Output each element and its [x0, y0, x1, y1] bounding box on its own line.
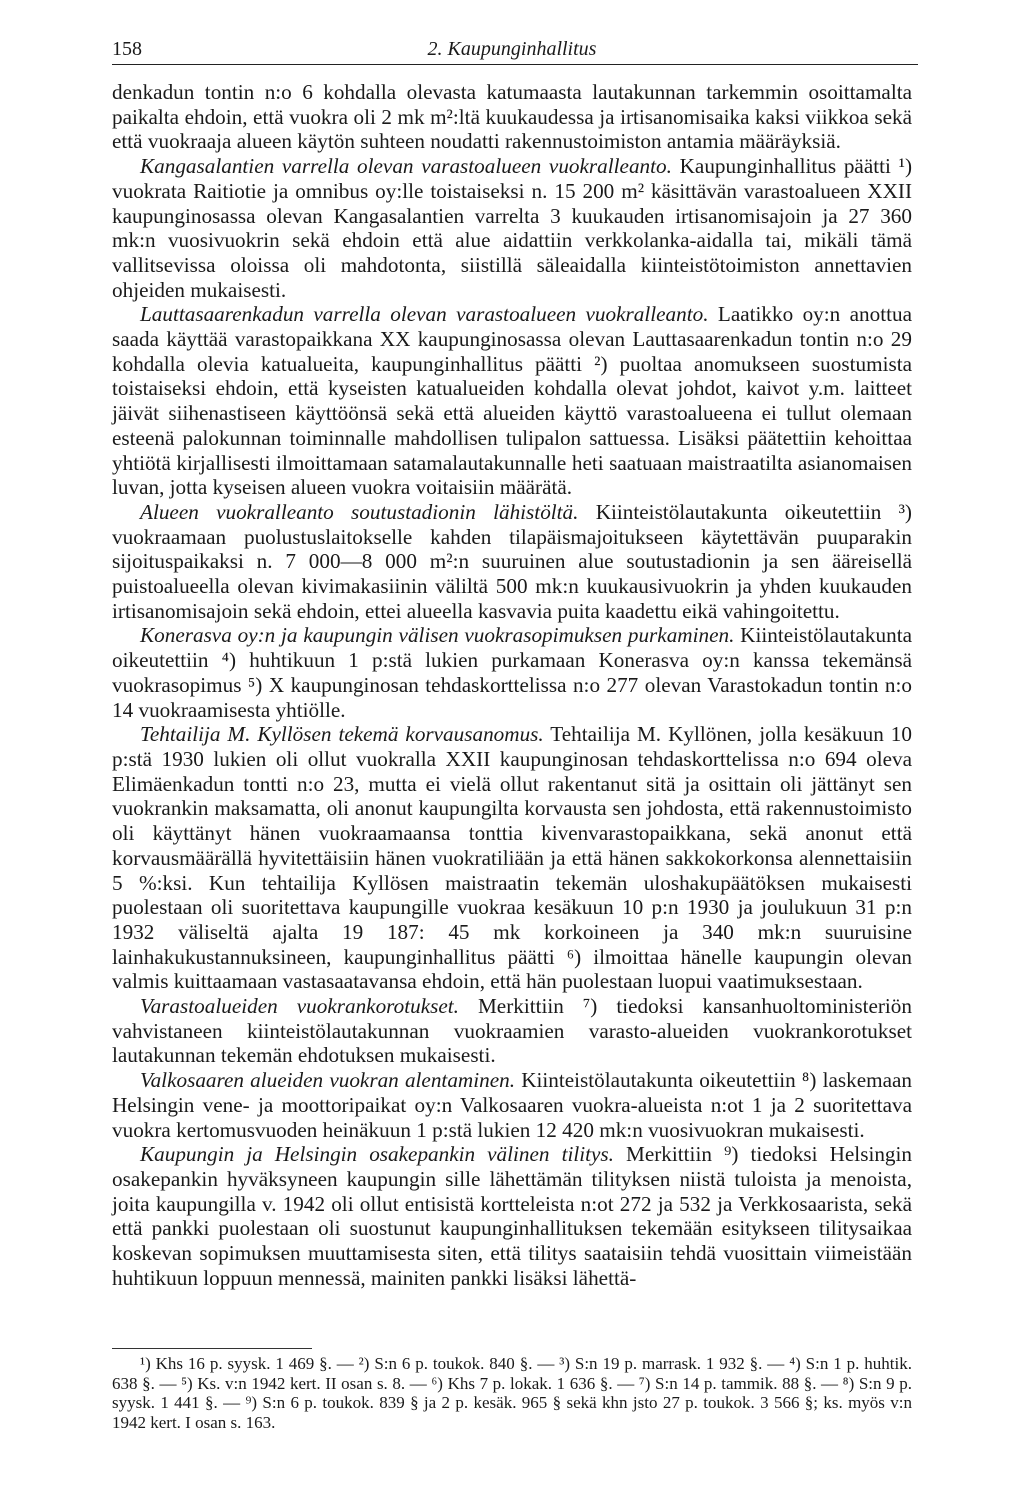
section-heading: Tehtailija M. Kyllösen tekemä korvausanomus.	[140, 722, 544, 747]
section-heading: Kaupungin ja Helsingin osakepankin välinen tilitys.	[140, 1142, 614, 1167]
paragraph	[112, 623, 912, 722]
footnote-text: ¹) Khs 16 p. syysk. 1 469 §. — ²) S:n 6 p. toukok. 840 §. — ³) S:n 19 p. marrask. 1 932 §. — ⁴) S:n 1 p. huhtik. 638 §. — ⁵) Ks. v:n 1942 kert. II osan s. 8. — ⁶) Khs 7 p. lokak. 1 636 §. — ⁷) S:n 14 p. tammik. 88 §. — ⁸) S:n 9 p. syysk. 1 441 §. — ⁹) S:n 6 p. toukok. 839 § ja 2 p. kesäk. 965 § sekä khn jsto 27 p. toukok. 3 566 §; ks. myös v:n 1942 kert. I osan s. 163.	[112, 1354, 912, 1432]
section-heading: Varastoalueiden vuokrankorotukset.	[140, 994, 459, 1019]
running-head: 2. Kaupunginhallitus	[427, 38, 597, 60]
header-rule	[112, 64, 918, 65]
paragraph-text: Kiinteistölautakunta oikeutettiin ³) vuokraamaan puolustuslaitokselle kahden tilapäismajoitukseen käytettävän puuparakin sijoituspaikaksi n. 7 000—8 000 m²:n suuruinen alue soutustadionin ja sen ääreisellä puistoalueella olevan kivimakasiinin väliltä 500 mk:n kuukausivuokrin ja yhden kuukauden irtisanomisajoin sekä ehdoin, ettei alueella kasvavia puita kaadettu eikä vahingoitettu.	[112, 499, 912, 623]
paragraph-text: Kaupunginhallitus päätti ¹) vuokrata Raitiotie ja omnibus oy:lle toistaiseksi n. 15 200 m² käsittävän varastoalueen XXII kaupunginosassa olevan Kangasalantien varrelta 3 kuukauden irtisanomisajoin ja 27 360 mk:n vuosivuokrin sekä ehdoin että alue aidattiin verkkolanka-aidalla tai, mikäli tämä vallitsevissa oloissa oli mahdotonta, siistillä säleaidalla kiinteistötoimiston annettavien ohjeiden mukaisesti.	[112, 154, 912, 302]
paragraph-text: Kiinteistölautakunta oikeutettiin ⁴) huhtikuun 1 p:stä lukien purkamaan Konerasva oy:n kanssa tekemänsä vuokrasopimus ⁵) X kaupunginosan tehdaskorttelissa n:o 277 olevan Varastokadun tontin n:o 14 vuokraamisesta yhtiölle.	[112, 623, 912, 722]
paragraph-text: Tehtailija M. Kyllönen, jolla kesäkuun 10 p:stä 1930 lukien oli ollut vuokralla XXII kaupunginosan tehdaskorttelissa n:o 694 oleva Elimäenkadun tontti n:o 23, mutta ei vielä ollut rakentanut sitä ja osittain oli jättänyt sen vuokrankin maksamatta, oli anonut kaupungilta korvausta sen johdosta, että rakennustoimisto oli käyttänyt hänen vuokraamaansa tonttia kivenvarastopaikkana, sekä anonut että korvausmäärällä hyvitettäisiin hänen vuokratiliään ja että hänen sakkokorkonsa alennettaisiin 5 %:ksi. Kun tehtailija Kyllösen maistraatin tekemän uloshakupäätöksen mukaisesti puolestaan oli suoritettava kaupungille vuokraa kesäkuun 10 p:n 1930 ja joulukuun 31 p:n 1932 väliseltä ajalta 19 187: 45 mk korkoineen ja 340 mk:n suuruisine lainhakukustannuksineen, kaupunginhallitus päätti ⁶) ilmoittaa hänelle kaupungin olevan valmis kuittaamaan vastasaatavansa ehdoin, että hän puolestaan luopui vaatimuksestaan.	[112, 722, 912, 994]
paragraph	[112, 500, 912, 624]
section-heading: Konerasva oy:n ja kaupungin välisen vuokrasopimuksen purkaminen.	[140, 623, 735, 648]
paragraph	[112, 154, 912, 302]
section-heading: Valkosaaren alueiden vuokran alentaminen.	[140, 1068, 515, 1093]
footnote-rule	[112, 1348, 312, 1349]
section-heading: Kangasalantien varrella olevan varastoalueen vuokralleanto.	[140, 154, 672, 179]
page-number: 158	[112, 38, 142, 60]
paragraph	[112, 722, 912, 994]
section-heading: Lauttasaarenkadun varrella olevan varastoalueen vuokralleanto.	[140, 302, 709, 327]
paragraph-text: Kiinteistölautakunta oikeutettiin ⁸) laskemaan Helsingin vene- ja moottoripaikat oy:n Valkosaaren vuokra-alueista n:ot 1 ja 2 suoritettava vuokra kertomusvuoden heinäkuun 1 p:stä lukien 12 420 mk:n vuosivuokran mukaisesti.	[112, 1068, 912, 1142]
paragraph	[112, 994, 912, 1068]
paragraph-text: Laatikko oy:n anottua saada käyttää varastopaikkana XX kaupunginosassa olevan Lauttasaarenkadun tontin n:o 29 kohdalla olevia katualueita, kaupunginhallitus päätti ²) puoltaa anomukseen suostumista toistaiseksi ehdoin, että kyseisten katualueiden kohdalla olevat johdot, kaivot y.m. laitteet jäivät siihenastiseen käyttöönsä sekä että alueiden käyttö varastoalueena ei tullut olemaan esteenä palokunnan toiminnalle mahdollisen tulipalon sattuessa. Lisäksi päätettiin kehoittaa yhtiötä kirjallisesti ilmoittamaan satamalautakunnalle heti saatuaan maistraatilta asianomaisen luvan, jotta kyseisen alueen vuokra voitaisiin määrätä.	[112, 302, 912, 500]
body-text	[112, 80, 912, 1290]
paragraph-text: Merkittiin ⁹) tiedoksi Helsingin osakepankin hyväksyneen kaupungin sille lähettämän tilityksen niistä tuloista ja menoista, joita kaupungilla v. 1942 oli ollut entisistä kortteleista n:ot 272 ja 532 ja Verkkosaarista, sekä että pankki puolestaan oli suostunut kaupunginhallituksen tekemään esitykseen tilitysaikaa koskevan sopimuksen muuttamisesta siten, että tilitys saataisiin tehdä vuosittain viimeistään huhtikuun loppuun mennessä, mainiten pankki lisäksi lähettä-	[112, 1142, 912, 1290]
footnotes	[112, 1354, 912, 1432]
page-header	[112, 34, 912, 64]
paragraph	[112, 1068, 912, 1142]
paragraph-text: Merkittiin ⁷) tiedoksi kansanhuoltoministeriön vahvistaneen kiinteistölautakunnan vuokraamien varasto-alueiden vuokrankorotukset lautakunnan tekemän ehdotuksen mukaisesti.	[112, 994, 912, 1068]
paragraph	[112, 80, 912, 154]
paragraph	[112, 302, 912, 500]
section-heading: Alueen vuokralleanto soutustadionin lähistöltä.	[140, 499, 579, 524]
paragraph	[112, 1142, 912, 1290]
paragraph-text: denkadun tontin n:o 6 kohdalla olevasta katumaasta lautakunnan tarkemmin osoittamalta paikalta ehdoin, että vuokra oli 2 mk m²:ltä kuukaudessa ja irtisanomisaika kaksi viikkoa sekä että vuokraaja alueen käytön suhteen noudatti rakennustoimiston antamia määräyksiä.	[112, 80, 912, 154]
